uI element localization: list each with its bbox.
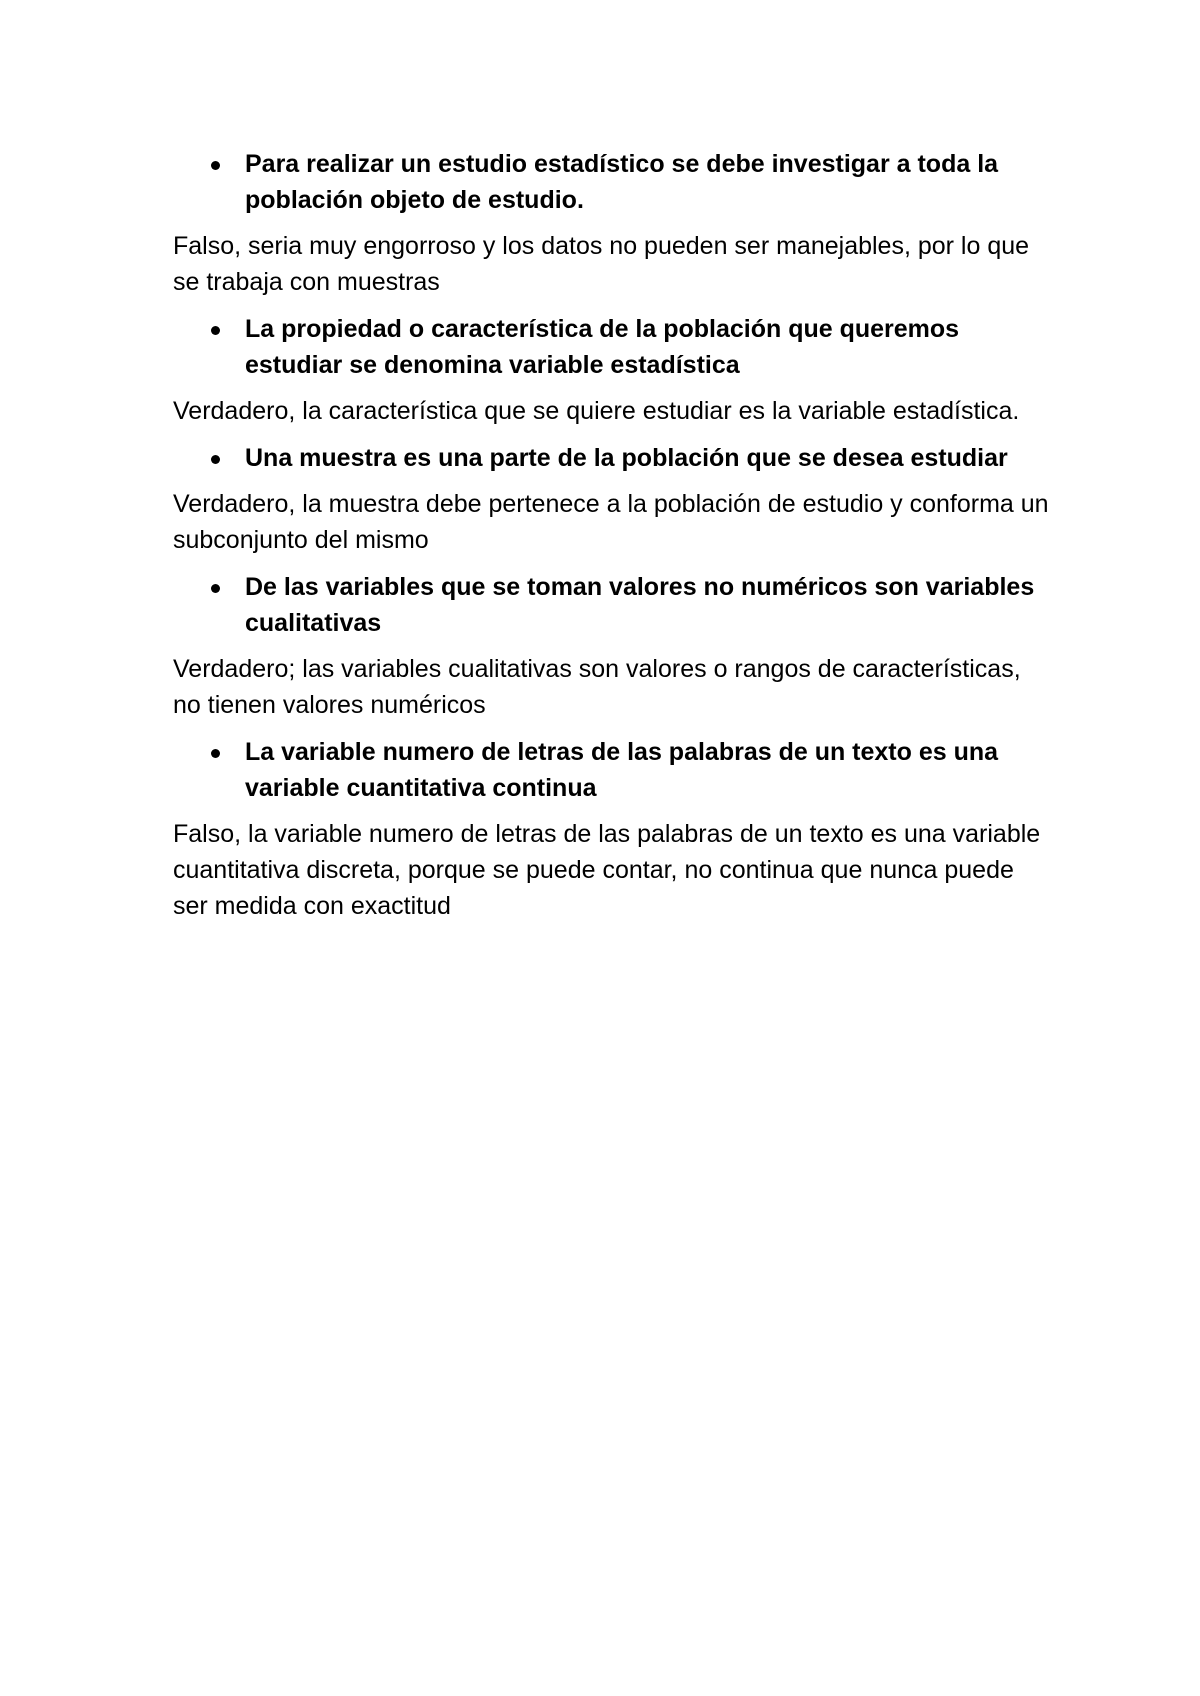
document-content [173, 146, 1053, 935]
answer-text: Falso, seria muy engorroso y los datos no pueden ser manejables, por lo que se trabaja con muestras [173, 232, 1030, 296]
answer-text: Verdadero, la característica que se quiere estudiar es la variable estadística. [173, 397, 1020, 425]
statement-label: La variable numero de letras de las palabras de un texto es una variable cuantitativa continua [245, 738, 999, 802]
statement-text [173, 146, 1053, 218]
statement-label: Para realizar un estudio estadístico se debe investigar a toda la población objeto de estudio. [245, 150, 999, 214]
bullet-icon [211, 161, 220, 170]
question-item [173, 311, 1053, 429]
statement-text [173, 440, 1053, 476]
statement-label: De las variables que se toman valores no numéricos son variables cualitativas [245, 573, 1035, 637]
question-item [173, 734, 1053, 924]
question-item [173, 440, 1053, 558]
bullet-icon [211, 749, 220, 758]
question-item [173, 569, 1053, 723]
bullet-icon [211, 455, 220, 464]
statement-text [173, 311, 1053, 383]
statement-label: Una muestra es una parte de la población que se desea estudiar [245, 444, 1008, 472]
answer-text: Verdadero, la muestra debe pertenece a la población de estudio y conforma un subconjunto del mismo [173, 490, 1049, 554]
bullet-icon [211, 326, 220, 335]
statement-text [173, 734, 1053, 806]
bullet-icon [211, 584, 220, 593]
question-item [173, 146, 1053, 300]
statement-text [173, 569, 1053, 641]
statement-label: La propiedad o característica de la población que queremos estudiar se denomina variable estadística [245, 315, 960, 379]
answer-text: Falso, la variable numero de letras de las palabras de un texto es una variable cuantitativa discreta, porque se puede contar, no continua que nunca puede ser medida con exactitud [173, 820, 1041, 920]
answer-text: Verdadero; las variables cualitativas son valores o rangos de características, no tienen valores numéricos [173, 655, 1021, 719]
